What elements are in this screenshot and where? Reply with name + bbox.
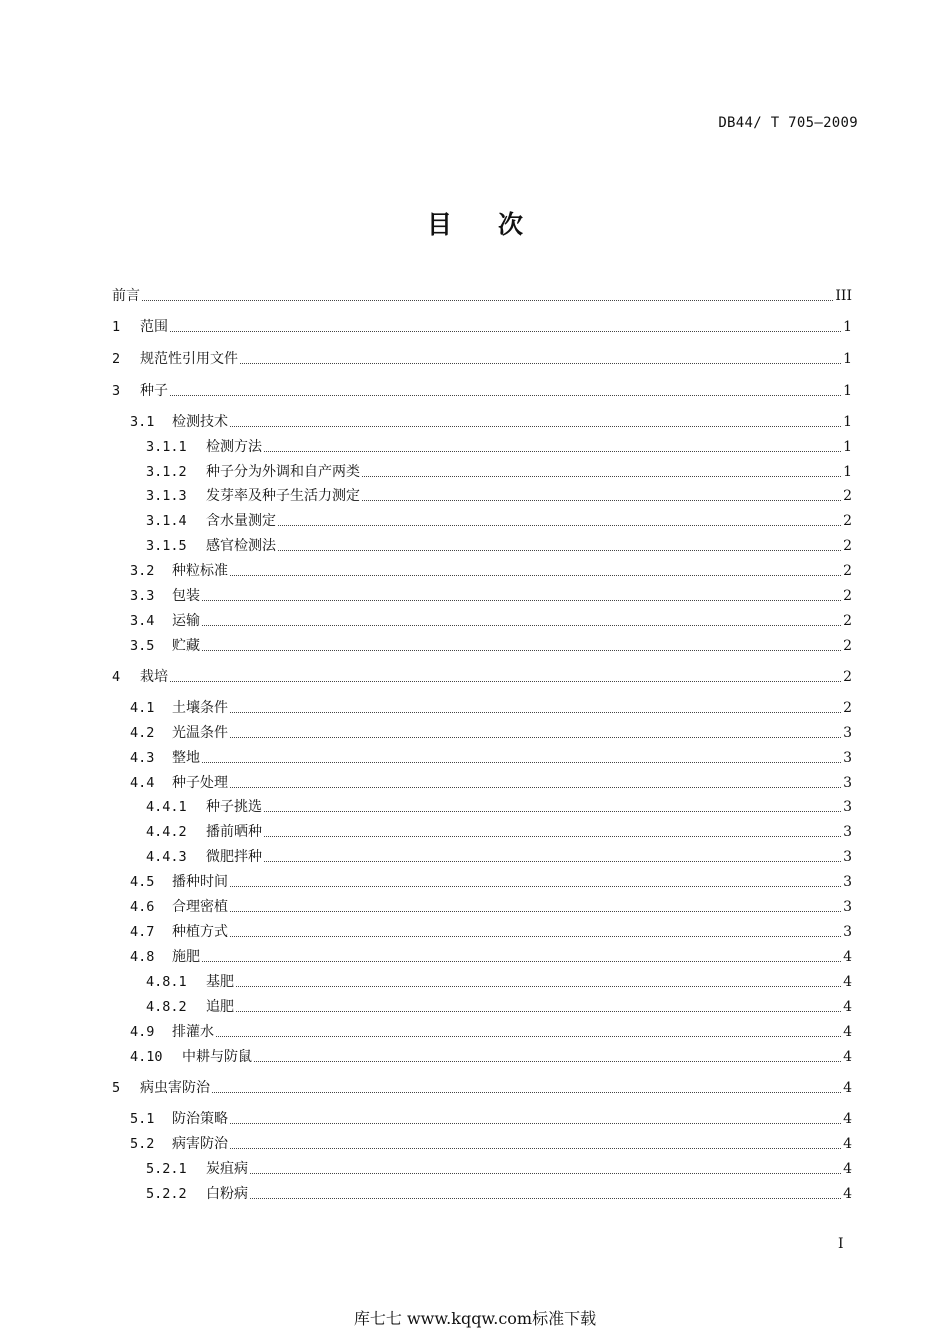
toc-entry[interactable] [130,947,852,967]
toc-entry-label: 检测技术 [172,414,228,430]
toc-entry-label: 规范性引用文件 [140,351,238,367]
dot-leader [230,936,841,937]
toc-entry-page: 2 [843,700,852,716]
toc-entry[interactable] [146,462,852,482]
toc-entry-label: 包装 [172,588,200,604]
toc-entry-number: 4.3 [130,750,155,766]
toc-entry-page: 4 [843,1161,852,1177]
toc-entry-number: 5.1 [130,1111,155,1127]
toc-entry-number: 3.1.5 [146,538,187,554]
toc-entry-label: 合理密植 [172,899,228,915]
toc-entry-label: 整地 [172,750,200,766]
toc-entry-number: 5.2 [130,1136,155,1152]
toc-entry-page: 3 [843,924,852,940]
toc-entry-page: 4 [843,974,852,990]
dot-leader [230,575,841,576]
toc-entry-page: 3 [843,725,852,741]
toc-entry-number: 3.4 [130,613,155,629]
dot-leader [250,1198,841,1199]
toc-entry-page: 1 [843,414,852,430]
dot-leader [264,861,841,862]
toc-entry-label: 发芽率及种子生活力测定 [206,488,360,504]
toc-entry[interactable] [146,1159,852,1179]
toc-entry-page: 2 [843,538,852,554]
toc-entry-page: 4 [843,1049,852,1065]
dot-leader [216,1036,841,1037]
toc-entry[interactable] [130,561,852,581]
toc-entry-number: 4.8 [130,949,155,965]
toc-entry-number: 3.1.4 [146,513,187,529]
toc-entry-number: 1 [112,319,121,335]
toc-entry-number: 4.5 [130,874,155,890]
toc-entry[interactable] [112,349,852,369]
toc-entry-number: 4.4.1 [146,799,187,815]
toc-entry[interactable] [130,412,852,432]
dot-leader [230,1148,841,1149]
toc-entry-label: 白粉病 [206,1186,248,1202]
toc-entry-number: 3.2 [130,563,155,579]
toc-entry[interactable] [146,847,852,867]
toc-entry-number: 4.4.2 [146,824,187,840]
watermark-footer: 库七七 www.kqqw.com标准下载 [353,1309,597,1328]
toc-entry-number: 3.3 [130,588,155,604]
toc-entry-page: 2 [843,613,852,629]
toc-entry-number: 4 [112,669,121,685]
toc-entry-number: 4.9 [130,1024,155,1040]
toc-entry-page: 2 [843,563,852,579]
dot-leader [170,395,841,396]
toc-entry[interactable] [146,1184,852,1204]
toc-entry-page: 2 [843,669,852,685]
toc-entry-page: 2 [843,638,852,654]
toc-entry-page: 1 [843,351,852,367]
dot-leader [230,886,841,887]
dot-leader [278,525,841,526]
dot-leader [230,737,841,738]
toc-entry-label: 基肥 [206,974,234,990]
toc-entry[interactable] [146,822,852,842]
toc-entry-page: 1 [843,383,852,399]
toc-entry-label: 土壤条件 [172,700,228,716]
toc-entry[interactable] [130,1134,852,1154]
toc-entry[interactable] [130,611,852,631]
dot-leader [230,1123,841,1124]
page-title [0,205,950,241]
toc-entry[interactable] [130,922,852,942]
dot-leader [202,625,841,626]
dot-leader [254,1061,841,1062]
dot-leader [264,836,841,837]
dot-leader [250,1173,841,1174]
toc-entry-page: 4 [843,999,852,1015]
dot-leader [362,476,841,477]
toc-entry[interactable] [130,1109,852,1129]
toc-entry-number: 4.4 [130,775,155,791]
toc-entry-label: 追肥 [206,999,234,1015]
toc-entry-number: 5 [112,1080,121,1096]
toc-entry-page: 4 [843,1024,852,1040]
toc-entry-label: 防治策略 [172,1111,228,1127]
toc-entry[interactable] [146,797,852,817]
dot-leader [236,986,841,987]
toc-entry-label: 检测方法 [206,439,262,455]
toc-entry[interactable] [112,1078,852,1098]
dot-leader [362,500,841,501]
toc-entry-label: 病虫害防治 [140,1080,210,1096]
toc-entry[interactable] [130,1022,852,1042]
toc-entry-page: 4 [843,1186,852,1202]
dot-leader [236,1011,841,1012]
toc-entry-number: 4.4.3 [146,849,187,865]
toc-entry-label: 栽培 [140,669,168,685]
standard-code: DB44/ T 705—2009 [718,115,858,131]
toc-entry-page: 4 [843,949,852,965]
toc-entry-number: 3.1.3 [146,488,187,504]
toc-entry[interactable] [146,536,852,556]
toc-entry[interactable] [146,997,852,1017]
toc-entry-label: 病害防治 [172,1136,228,1152]
toc-entry-label: 施肥 [172,949,200,965]
dot-leader [230,426,841,427]
toc-entry-number: 3.1.2 [146,464,187,480]
title-char-2: 次 [498,210,524,239]
toc-entry-label: 种子挑选 [206,799,262,815]
dot-leader [240,363,841,364]
toc-entry-number: 5.2.2 [146,1186,187,1202]
toc-entry-label: 种子分为外调和自产两类 [206,464,360,480]
dot-leader [212,1092,841,1093]
toc-entry[interactable] [146,437,852,457]
toc-entry-number: 4.10 [130,1049,163,1065]
toc-entry-number: 3.1.1 [146,439,187,455]
toc-entry-number: 4.6 [130,899,155,915]
dot-leader [264,451,841,452]
toc-entry-page: 2 [843,513,852,529]
dot-leader [230,911,841,912]
dot-leader [202,650,841,651]
toc-entry-label: 种子处理 [172,775,228,791]
toc-entry-label: 运输 [172,613,200,629]
toc-entry[interactable] [130,748,852,768]
toc-entry-number: 4.8.2 [146,999,187,1015]
toc-entry[interactable] [130,872,852,892]
toc-entry-page: 3 [843,874,852,890]
toc-entry-page: 1 [843,464,852,480]
dot-leader [142,300,833,301]
toc-entry-number: 4.8.1 [146,974,187,990]
toc-entry-label: 前言 [112,288,140,304]
toc-entry-label: 种植方式 [172,924,228,940]
toc-entry-number: 3 [112,383,121,399]
toc-entry-label: 微肥拌种 [206,849,262,865]
toc-entry-page: 3 [843,899,852,915]
dot-leader [170,681,841,682]
toc-entry-page: 4 [843,1111,852,1127]
toc-entry[interactable] [112,667,852,687]
toc-entry-label: 含水量测定 [206,513,276,529]
toc-entry[interactable] [130,897,852,917]
toc-entry[interactable] [112,317,852,337]
toc-entry-page: 4 [843,1136,852,1152]
toc-entry-page: III [835,288,852,304]
dot-leader [202,961,841,962]
toc-entry-page: 3 [843,750,852,766]
toc-entry-number: 4.1 [130,700,155,716]
toc-entry-label: 排灌水 [172,1024,214,1040]
toc-entry-page: 2 [843,588,852,604]
toc-entry-page: 3 [843,775,852,791]
toc-entry[interactable] [130,1047,852,1067]
dot-leader [170,331,841,332]
toc-entry[interactable] [130,586,852,606]
dot-leader [230,712,841,713]
dot-leader [202,762,841,763]
toc-entry[interactable] [146,972,852,992]
toc-entry-label: 范围 [140,319,168,335]
page-number: I [838,1236,844,1252]
toc-entry-number: 4.7 [130,924,155,940]
toc-entry-page: 1 [843,319,852,335]
toc-entry-number: 2 [112,351,121,367]
dot-leader [202,600,841,601]
title-char-1: 目 [426,210,452,239]
dot-leader [278,550,841,551]
toc-entry-page: 3 [843,799,852,815]
toc-entry[interactable] [146,486,852,506]
toc-entry-number: 5.2.1 [146,1161,187,1177]
toc-entry-label: 光温条件 [172,725,228,741]
toc-entry-label: 贮藏 [172,638,200,654]
dot-leader [230,787,841,788]
toc-entry-page: 3 [843,824,852,840]
toc-entry-label: 播前晒种 [206,824,262,840]
toc-entry-page: 2 [843,488,852,504]
toc-entry-number: 3.1 [130,414,155,430]
toc-entry-label: 播种时间 [172,874,228,890]
toc-entry[interactable] [130,723,852,743]
toc-entry[interactable] [130,636,852,656]
toc-entry-label: 炭疽病 [206,1161,248,1177]
toc-entry-page: 1 [843,439,852,455]
toc-entry[interactable] [112,286,852,306]
toc-entry-label: 中耕与防鼠 [182,1049,252,1065]
toc-entry-label: 种粒标准 [172,563,228,579]
toc-entry-label: 种子 [140,383,168,399]
toc-entry[interactable] [130,773,852,793]
dot-leader [264,811,841,812]
toc-entry-number: 3.5 [130,638,155,654]
toc-entry[interactable] [130,698,852,718]
toc-entry-label: 感官检测法 [206,538,276,554]
toc-entry[interactable] [112,381,852,401]
toc-entry-page: 4 [843,1080,852,1096]
toc-entry[interactable] [146,511,852,531]
toc-entry-number: 4.2 [130,725,155,741]
toc-entry-page: 3 [843,849,852,865]
